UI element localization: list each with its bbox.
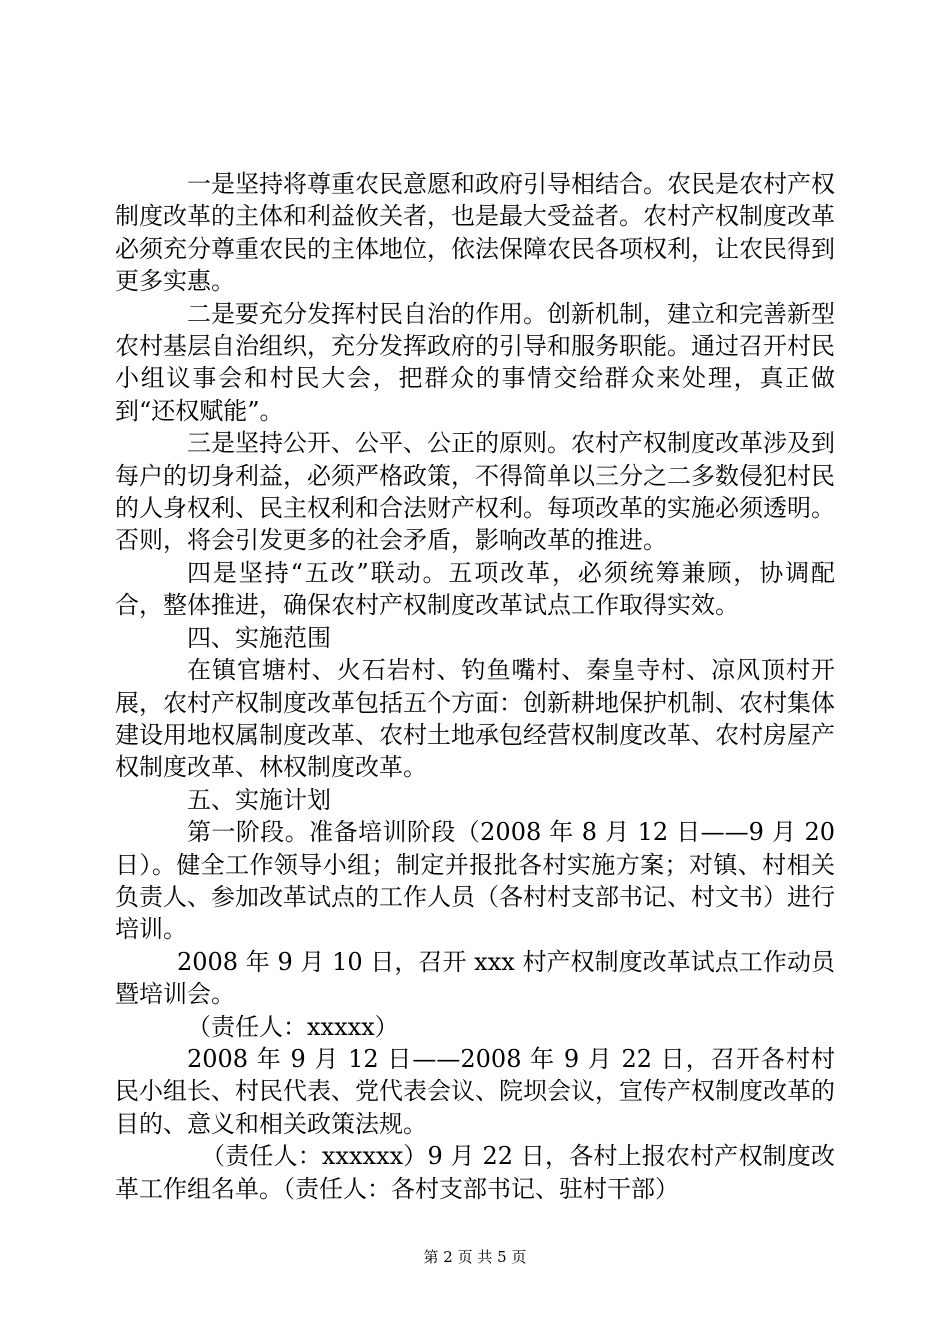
paragraph-principle-2: 二是要充分发挥村民自治的作用。创新机制，建立和完善新型农村基层自治组织，充分发挥政府的引导和服务职能。通过召开村民小组议事会和村民大会，把群众的事情交给群众来处理，真正做到“还权赋能”。 bbox=[115, 299, 835, 425]
paragraph-principle-1: 一是坚持将尊重农民意愿和政府引导相结合。农民是农村产权制度改革的主体和利益攸关者，也是最大受益者。农村产权制度改革必须充分尊重农民的主体地位，依法保障农民各项权利，让农民得到更多实惠。 bbox=[115, 170, 835, 296]
paragraph-meeting: 2008 年 9 月 10 日，召开 xxx 村产权制度改革试点工作动员暨培训会。 bbox=[115, 947, 835, 1009]
paragraph-principle-3: 三是坚持公开、公平、公正的原则。农村产权制度改革涉及到每户的切身利益，必须严格政策，不得简单以三分之二多数侵犯村民的人身权利、民主权利和合法财产权利。每项改革的实施必须透明。否则，将会引发更多的社会矛盾，影响改革的推进。 bbox=[115, 429, 835, 555]
section-heading-plan: 五、实施计划 bbox=[187, 785, 331, 814]
paragraph-village-meetings: 2008 年 9 月 12 日——2008 年 9 月 22 日，召开各村村民小组长、村民代表、党代表会议、院坝会议，宣传产权制度改革的目的、意义和相关政策法规。 bbox=[115, 1044, 835, 1138]
paragraph-principle-4: 四是坚持“五改”联动。五项改革，必须统筹兼顾，协调配合，整体推进，确保农村产权制度改革试点工作取得实效。 bbox=[115, 558, 835, 620]
document-body bbox=[115, 168, 835, 1205]
paragraph-responsible-2: （责任人：xxxxxx）9 月 22 日，各村上报农村产权制度改革工作组名单。（责任人：各村支部书记、驻村干部） bbox=[115, 1142, 835, 1203]
paragraph-phase-1: 第一阶段。准备培训阶段（2008 年 8 月 12 日——9 月 20 日）。健全工作领导小组；制定并报批各村实施方案；对镇、村相关负责人、参加改革试点的工作人员（各村村支部书记、村文书）进行培训。 bbox=[115, 818, 835, 944]
section-heading-scope: 四、实施范围 bbox=[187, 623, 331, 652]
page-footer: 第 2 页 共 5 页 bbox=[423, 1248, 527, 1266]
paragraph-scope: 在镇官塘村、火石岩村、钓鱼嘴村、秦皇寺村、凉风顶村开展，农村产权制度改革包括五个方面：创新耕地保护机制、农村集体建设用地权属制度改革、农村土地承包经营权制度改革、农村房屋产权制度改革、林权制度改革。 bbox=[115, 656, 835, 782]
paragraph-responsible-1: （责任人：xxxxx） bbox=[187, 1012, 399, 1041]
